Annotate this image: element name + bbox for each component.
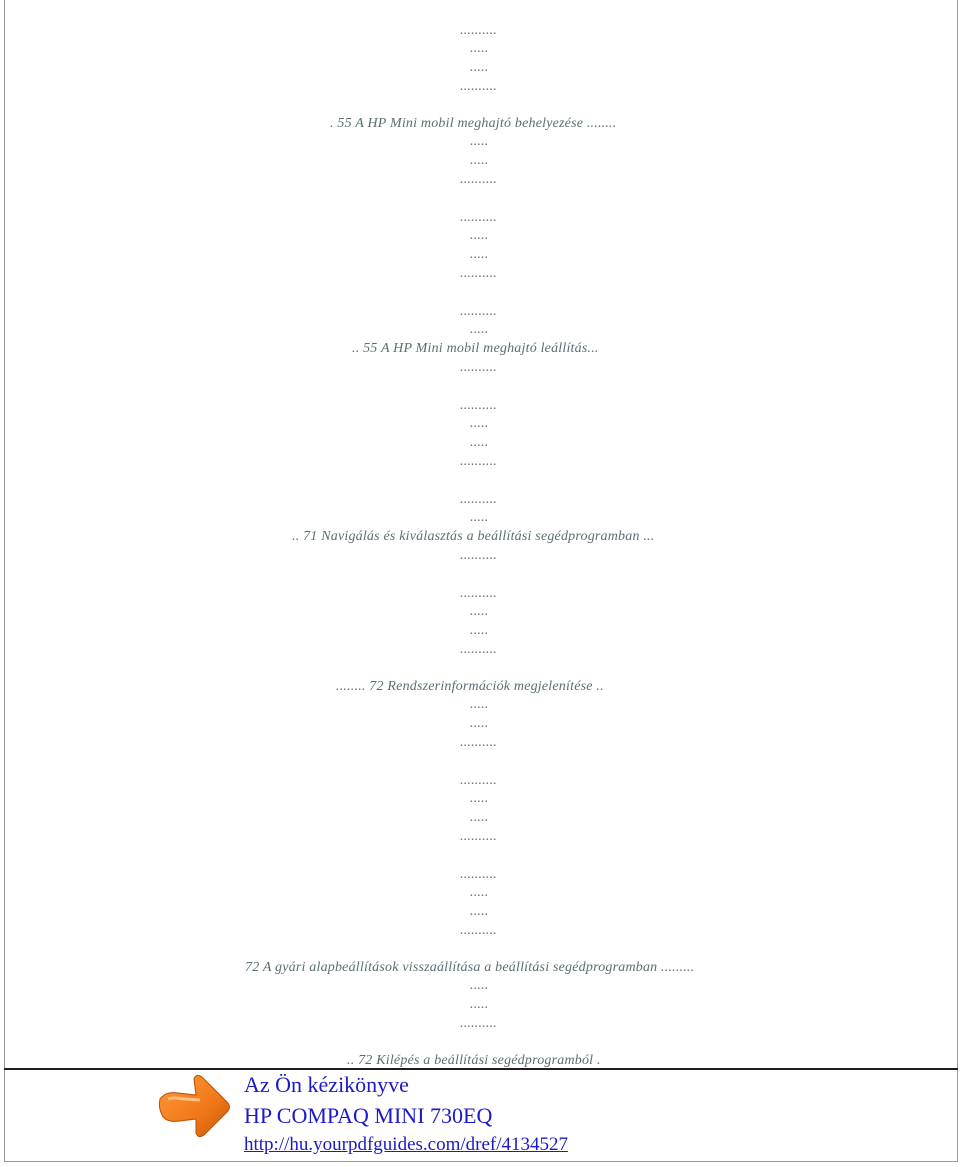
toc-line: .......... xyxy=(460,360,497,375)
toc-line: ..... xyxy=(470,604,489,619)
toc-entry: 72 A gyári alapbeállítások visszaállítása a beállítási segédprogramban ......... xyxy=(245,960,695,975)
toc-line: ..... xyxy=(470,791,489,806)
toc-line: ..... xyxy=(470,978,489,993)
toc-line: ..... xyxy=(470,904,489,919)
guide-url-link[interactable]: http://hu.yourpdfguides.com/dref/4134527 xyxy=(244,1134,569,1155)
toc-line: ..... xyxy=(470,623,489,638)
toc-entry: .. 72 Kilépés a beállítási segédprogramból . xyxy=(347,1053,601,1068)
toc-line: .......... xyxy=(460,304,497,319)
toc-line: ..... xyxy=(470,134,489,149)
toc-line: .......... xyxy=(460,829,497,844)
toc-line: .......... xyxy=(460,773,497,788)
toc-line: ..... xyxy=(470,697,489,712)
toc-line: .......... xyxy=(460,642,497,657)
toc-line: .......... xyxy=(460,1016,497,1031)
toc-line: ..... xyxy=(470,810,489,825)
toc-line: .......... xyxy=(460,492,497,507)
toc-entry: . 55 A HP Mini mobil meghajtó behelyezése ........ xyxy=(330,116,617,131)
toc-line: .......... xyxy=(460,210,497,225)
toc-entry: .. 71 Navigálás és kiválasztás a beállítási segédprogramban ... xyxy=(292,529,655,544)
orange-arrow-icon xyxy=(156,1069,232,1141)
toc-line: ..... xyxy=(470,153,489,168)
toc-line: .......... xyxy=(460,923,497,938)
toc-entry: ........ 72 Rendszerinformációk megjelenítése .. xyxy=(336,679,604,694)
toc-line: .......... xyxy=(460,867,497,882)
toc-entry: .. 55 A HP Mini mobil meghajtó leállítás... xyxy=(352,341,599,356)
toc-line: .......... xyxy=(460,172,497,187)
toc-line: .......... xyxy=(460,586,497,601)
toc-line: ..... xyxy=(470,416,489,431)
toc-line: .......... xyxy=(460,735,497,750)
toc-line: ..... xyxy=(470,885,489,900)
toc-line: ..... xyxy=(470,510,489,525)
toc-line: ..... xyxy=(470,41,489,56)
toc-line: ..... xyxy=(470,435,489,450)
toc-line: ..... xyxy=(470,60,489,75)
toc-line: .......... xyxy=(460,548,497,563)
toc-line: .......... xyxy=(460,398,497,413)
product-name[interactable]: HP COMPAQ MINI 730EQ xyxy=(244,1103,493,1128)
toc-line: ..... xyxy=(470,247,489,262)
toc-line: ..... xyxy=(470,716,489,731)
toc-line: .......... xyxy=(460,266,497,281)
toc-line: .......... xyxy=(460,454,497,469)
footer-divider xyxy=(4,1068,958,1070)
toc-line: .......... xyxy=(460,23,497,38)
toc-line: ..... xyxy=(470,228,489,243)
toc-line: ..... xyxy=(470,322,489,337)
toc-line: .......... xyxy=(460,79,497,94)
manual-title[interactable]: Az Ön kézikönyve xyxy=(244,1072,409,1097)
toc-line: ..... xyxy=(470,997,489,1012)
